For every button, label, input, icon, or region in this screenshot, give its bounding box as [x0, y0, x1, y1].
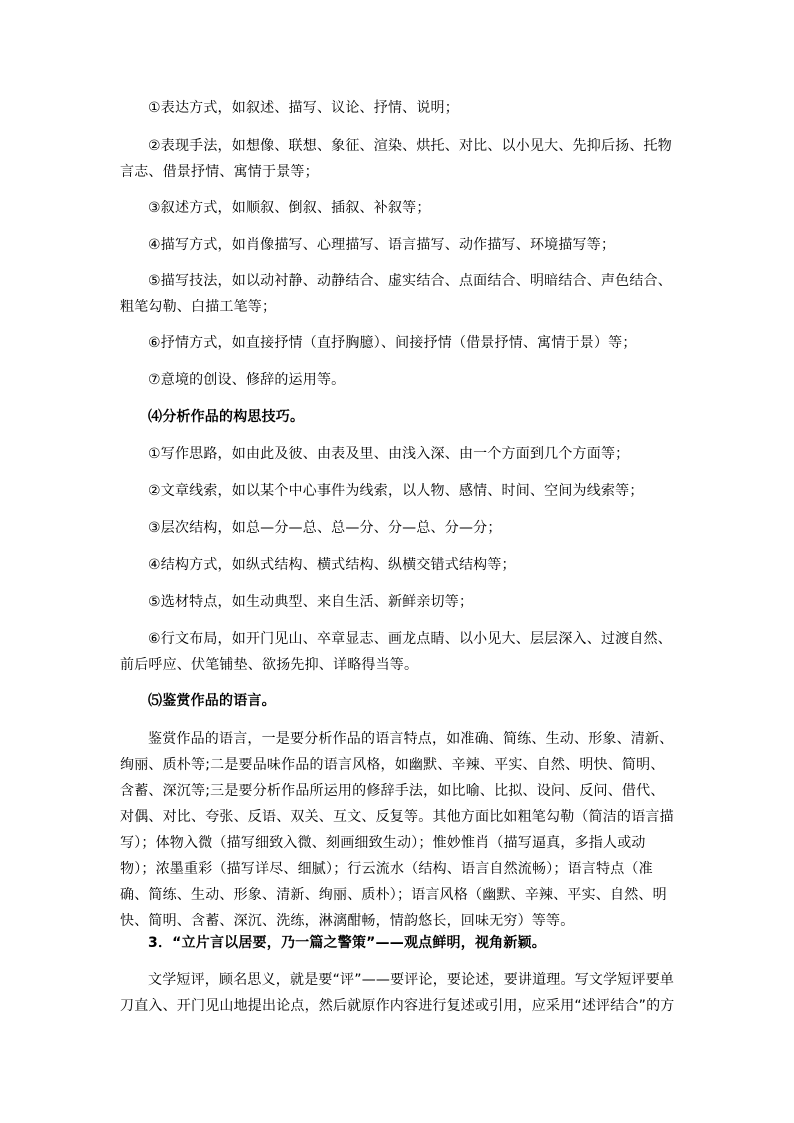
paragraph-levels: ③层次结构，如总—分—总、总—分、分—总、分—分； [148, 520, 502, 536]
paragraph-artistic-conception: ⑦意境的创设、修辞的运用等。 [148, 372, 346, 388]
paragraph-structure: ④结构方式，如纵式结构、横式结构、纵横交错式结构等； [148, 557, 516, 573]
paragraph-description-skills: ⑤描写技法，如以动衬静、动静结合、虚实结合、点面结合、明暗结合、声色结合、粗笔勾勒、白描工笔等； [120, 273, 672, 315]
paragraph-lyric: ⑥抒情方式，如直接抒情（直抒胸臆）、间接抒情（借景抒情、寓情于景）等； [148, 335, 637, 351]
paragraph-narration: ③叙述方式，如顺叙、倒叙、插叙、补叙等； [148, 200, 431, 216]
paragraph-description: ④描写方式，如肖像描写、心理描写、语言描写、动作描写、环境描写等； [148, 237, 616, 253]
heading-language: ⑸鉴赏作品的语言。 [148, 693, 276, 709]
heading-section-3: 3．“立片言以居要，乃一篇之警策”——观点鲜明，视角新颖。 [148, 935, 546, 951]
paragraph-expression-methods: ①表达方式，如叙述、描写、议论、抒情、说明； [148, 100, 459, 116]
paragraph-layout: ⑥行文布局，如开门见山、卒章显志、画龙点睛、以小见大、层层深入、过渡自然、前后呼应、伏笔铺垫、欲扬先抑、详略得当等。 [120, 631, 672, 673]
heading-conception-skills: ⑷分析作品的构思技巧。 [148, 409, 305, 425]
paragraph-techniques: ②表现手法，如想像、联想、象征、渲染、烘托、对比、以小见大、先抑后扬、托物言志、借景抒情、寓情于景等； [120, 138, 672, 180]
paragraph-material: ⑤选材特点，如生动典型、来自生活、新鲜亲切等； [148, 594, 474, 610]
paragraph-clues: ②文章线索，如以某个中心事件为线索，以人物、感情、时间、空间为线索等； [148, 483, 644, 499]
paragraph-language-appreciation: 鉴赏作品的语言，一是要分析作品的语言特点，如准确、简练、生动、形象、清新、绚丽、质朴等;二是要品味作品的语言风格，如幽默、辛辣、平实、自然、明快、简明、含蓄、深沉等;三是要分析作品所运用的修辞手法，如比喻、比拟、设问、反问、借代、对偶、对比、夸张、反语、双关、互文、反复等。其他方面比如粗笔勾勒（简洁的语言描写）；体物入微（描写细致入微、刻画细致生动）；惟妙惟肖（描写逼真，多指人或动物）；浓墨重彩（描写详尽、细腻）；行云流水（结构、语言自然流畅）；语言特点（准确、简练、生动、形象、清新、绚丽、质朴）；语言风格（幽默、辛辣、平实、自然、明快、简明、含蓄、深沉、洗练，淋漓酣畅，情韵悠长，回味无穷）等等。 [120, 731, 674, 929]
paragraph-literary-review: 文学短评，顾名思义，就是要“评”——要评论，要论述，要讲道理。写文学短评要单刀直入、开门见山地提出论点，然后就原作内容进行复述或引用，应采用“述评结合”的方 [120, 972, 675, 1014]
paragraph-writing-ideas: ①写作思路，如由此及彼、由表及里、由浅入深、由一个方面到几个方面等； [148, 446, 630, 462]
